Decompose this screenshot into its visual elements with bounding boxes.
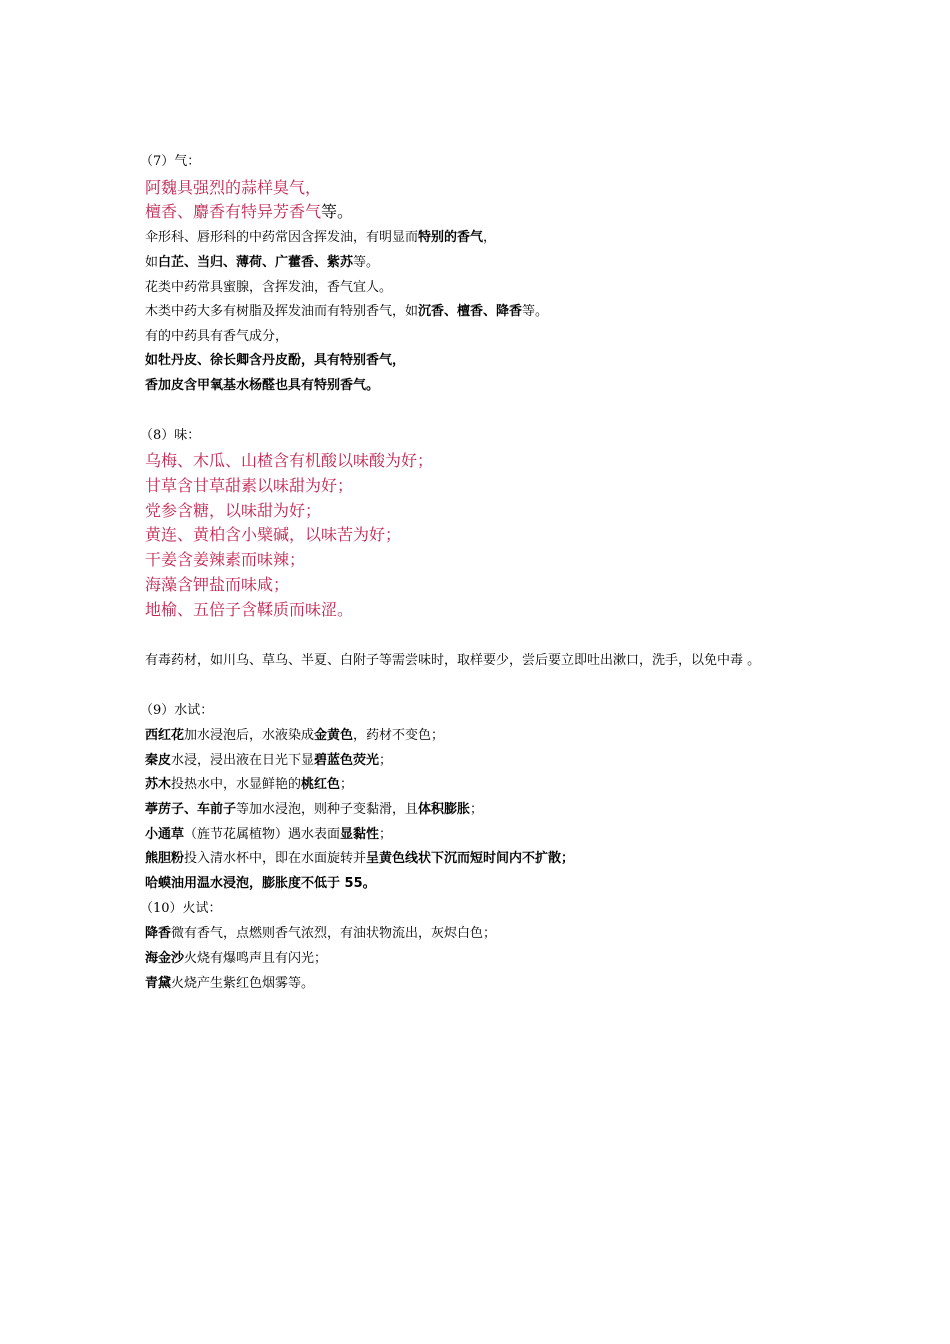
water-line-5-text: （旌节花属植物）遇水表面: [184, 827, 341, 842]
water-line-2-text: ；: [379, 753, 393, 768]
water-line-1-text: 加水浸泡后，水液染成: [184, 728, 315, 743]
fire-line-2: [145, 950, 327, 968]
heading-fire-test: [140, 900, 222, 918]
water-line-1: [145, 727, 444, 745]
smell-line-6-text: 沉香、檀香、降香: [418, 304, 523, 319]
smell-line-3-text: 特别的香气: [418, 230, 484, 245]
fire-line-2-text: 海金沙: [145, 951, 185, 966]
fire-line-3: [145, 975, 314, 993]
smell-line-1: [145, 177, 321, 199]
smell-line-6-text: 等。: [522, 304, 549, 319]
smell-line-7-text: 有的中药具有香气成分，: [145, 329, 289, 344]
fire-line-3-text: 青黛: [145, 976, 172, 991]
taste-line-6: [145, 574, 289, 596]
smell-line-7: [145, 328, 288, 346]
taste-line-5-text: 干姜含姜辣素而味辣；: [145, 550, 306, 569]
heading-water-test-text: （9）水试：: [140, 703, 214, 718]
water-line-3-text: ；: [340, 777, 354, 792]
water-line-2: [145, 752, 392, 770]
smell-line-8-text: 如牡丹皮、徐长卿含丹皮酚，具有特别香气，: [145, 353, 406, 368]
water-line-1-text: ，药材不变色；: [353, 728, 445, 743]
smell-line-9: [145, 377, 379, 395]
fire-line-3-text: 火烧产生紫红色烟雾等。: [171, 976, 315, 991]
water-line-3: [145, 776, 353, 794]
water-line-2-text: 碧蓝色荧光: [314, 753, 380, 768]
smell-line-3-text: 伞形科、唇形科的中药常因含挥发油，有明显而: [145, 230, 419, 245]
heading-taste: [140, 427, 200, 445]
water-line-5-text: 显黏性: [340, 827, 380, 842]
smell-line-4-text: 等。: [353, 255, 380, 270]
smell-line-5: [145, 279, 392, 297]
smell-line-6: [145, 303, 548, 321]
water-line-4-text: 等加水浸泡，则种子变黏滑，且: [236, 802, 419, 817]
water-line-4: [145, 801, 483, 819]
heading-smell: [140, 153, 200, 171]
smell-line-6-text: 木类中药大多有树脂及挥发油而有特别香气，如: [145, 304, 419, 319]
taste-line-4-text: 黄连、黄柏含小檗碱，以味苦为好；: [145, 525, 402, 544]
water-line-5: [145, 826, 392, 844]
fire-line-2-text: 火烧有爆鸣声且有闪光；: [184, 951, 328, 966]
taste-line-7: [145, 599, 353, 621]
water-line-6-text: 投入清水杯中，即在水面旋转并: [184, 851, 367, 866]
taste-line-2-text: 甘草含甘草甜素以味甜为好；: [145, 476, 354, 495]
taste-line-7-text: 地榆、五倍子含鞣质而味涩。: [145, 600, 354, 619]
water-line-4-text: 葶苈子、车前子: [145, 802, 237, 817]
taste-line-2: [145, 475, 353, 497]
smell-line-4: [145, 254, 379, 272]
water-line-7-text: 哈蟆油用温水浸泡，膨胀度不低于 55。: [145, 876, 376, 891]
water-line-6-text: 呈黄色线状下沉而短时间内不扩散；: [366, 851, 575, 866]
smell-line-3: [145, 229, 496, 247]
smell-line-2-text: 檀香、麝香有特异芳香气: [145, 202, 322, 221]
water-line-3-text: 桃红色: [301, 777, 341, 792]
water-line-6-text: 熊胆粉: [145, 851, 185, 866]
smell-line-8: [145, 352, 405, 370]
water-line-4-text: 体积膨胀: [418, 802, 471, 817]
water-line-7: [145, 875, 376, 893]
water-line-5-text: ；: [379, 827, 393, 842]
smell-line-5-text: 花类中药常具蜜腺，含挥发油，香气宜人。: [145, 280, 393, 295]
heading-water-test: [140, 702, 213, 720]
smell-line-1-text: 阿魏具强烈的蒜样臭气，: [145, 178, 322, 197]
heading-fire-test-text: （10）火试：: [140, 901, 222, 916]
water-line-3-text: 苏木: [145, 777, 172, 792]
taste-line-3-text: 党参含糖，以味甜为好；: [145, 501, 322, 520]
smell-line-9-text: 香加皮含甲氧基水杨醛也具有特别香气。: [145, 378, 380, 393]
water-line-5-text: 小通草: [145, 827, 185, 842]
smell-line-4-text: 白芷、当归、薄荷、广藿香、紫苏: [158, 255, 354, 270]
water-line-6: [145, 850, 574, 868]
taste-line-5: [145, 549, 305, 571]
water-line-1-text: 金黄色: [314, 728, 354, 743]
smell-line-2: [145, 201, 353, 223]
taste-line-1: [145, 450, 433, 472]
taste-line-1-text: 乌梅、木瓜、山楂含有机酸以味酸为好；: [145, 451, 434, 470]
taste-line-6-text: 海藻含钾盐而味咸；: [145, 575, 290, 594]
water-line-3-text: 投热水中，水显鲜艳的: [171, 777, 302, 792]
smell-line-2-text: 等。: [321, 202, 354, 221]
fire-line-1-text: 微有香气，点燃则香气浓烈，有油状物流出，灰烬白色；: [171, 926, 497, 941]
taste-note: [145, 652, 760, 670]
smell-line-3-text: ，: [483, 230, 497, 245]
water-line-1-text: 西红花: [145, 728, 185, 743]
smell-line-4-text: 如: [145, 255, 159, 270]
taste-line-4: [145, 524, 401, 546]
taste-line-3: [145, 500, 321, 522]
fire-line-1: [145, 925, 496, 943]
heading-taste-text: （8）味：: [140, 428, 201, 443]
water-line-2-text: 水浸，浸出液在日光下显: [171, 753, 315, 768]
fire-line-1-text: 降香: [145, 926, 172, 941]
heading-smell-text: （7）气：: [140, 154, 201, 169]
taste-note-text: 有毒药材，如川乌、草乌、半夏、白附子等需尝味时，取样要少，尝后要立即吐出漱口，洗手，以免中毒 。: [145, 653, 761, 668]
water-line-4-text: ；: [470, 802, 484, 817]
water-line-2-text: 秦皮: [145, 753, 172, 768]
